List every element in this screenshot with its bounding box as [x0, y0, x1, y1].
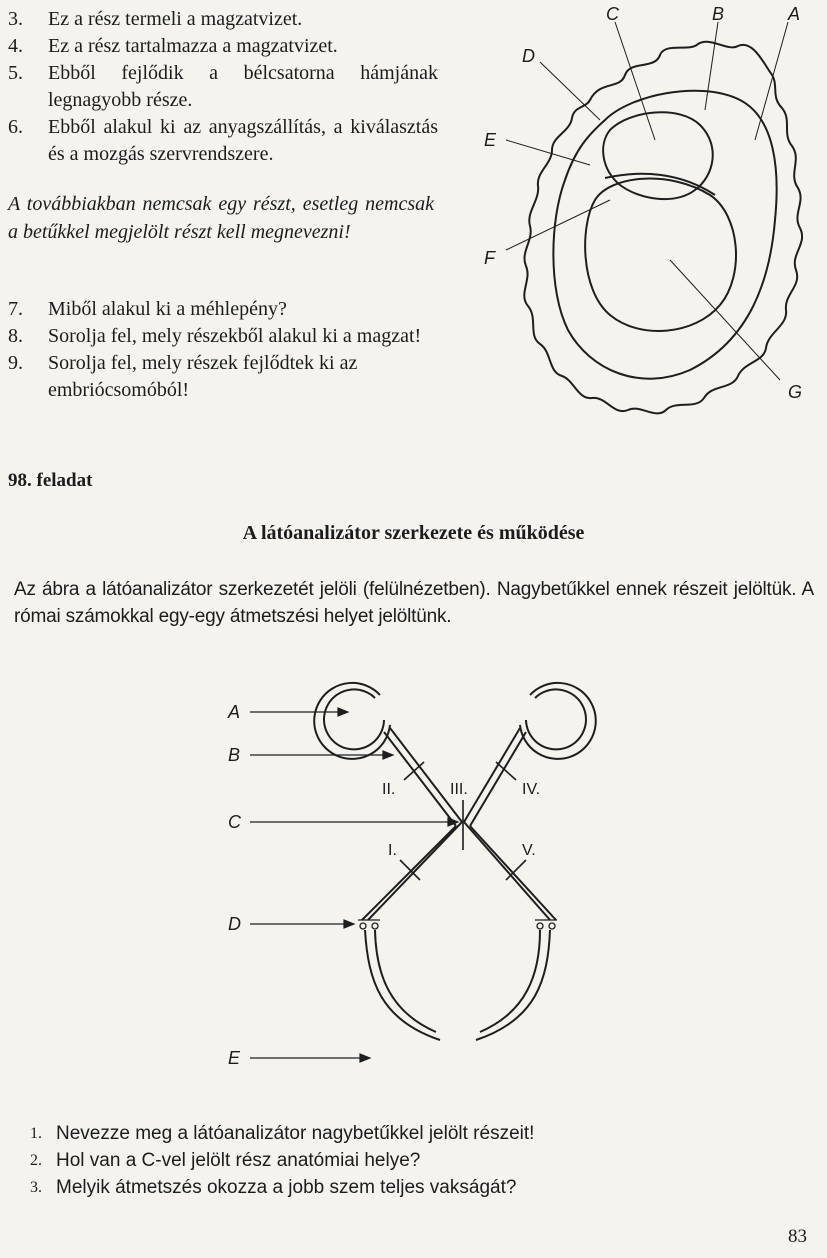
list-item: [8, 60, 438, 114]
list-item: [8, 296, 438, 323]
question-number: 3.: [30, 1179, 42, 1196]
embryo-label-a: A: [788, 4, 801, 24]
question-text: Sorolja fel, mely részekből alakul ki a magzat!: [48, 325, 422, 347]
roman-label-3: III.: [450, 781, 468, 798]
question-number: 7.: [8, 298, 23, 320]
right-geniculate-body-2: [549, 923, 555, 929]
embryo-label-c: C: [606, 4, 619, 24]
list-item: [8, 323, 438, 350]
left-eyeball: [314, 683, 390, 759]
embryo-label-d: D: [522, 46, 535, 66]
left-optic-nerve: [390, 728, 462, 822]
leader-line-a: [755, 22, 788, 140]
arrow-d-head: [344, 920, 354, 928]
left-optic-tract-2: [362, 826, 456, 920]
intro-paragraph: Az ábra a látóanalizátor szerkezetét jelöli (felülnézetben). Nagybetűkkel ennek részeit jelöltük. A római számokkal egy-egy átmetszési helyet jelöltünk.: [14, 579, 814, 627]
embryo-label-f: F: [484, 248, 495, 268]
left-geniculate-body-1: [360, 923, 366, 929]
visual-label-a: A: [228, 702, 241, 722]
list-item: [30, 1174, 630, 1201]
left-optic-nerve-2: [384, 732, 456, 826]
list-item: [30, 1147, 630, 1174]
list-item: [8, 6, 438, 33]
question-number: 5.: [8, 62, 23, 84]
question-text: Ez a rész tartalmazza a magzatvizet.: [48, 35, 338, 57]
embryo-followup-list: [8, 296, 438, 404]
roman-label-2: II.: [382, 781, 396, 798]
list-item: [8, 33, 438, 60]
embryo-label-e: E: [484, 130, 497, 150]
visual-label-e: E: [228, 1048, 241, 1068]
section-title: A látóanalizátor szerkezete és működése: [242, 522, 585, 544]
cut-mark-2: [404, 762, 424, 780]
germ-disc: [605, 174, 715, 195]
right-eyeball-inner: [526, 689, 586, 749]
question-text: Ebből alakul ki az anyagszállítás, a kiválasztás és a mozgás szervrendszere.: [48, 116, 438, 165]
roman-label-1: I.: [388, 842, 397, 859]
right-eyeball: [520, 683, 596, 759]
embryo-label-b: B: [712, 4, 725, 24]
list-item: [8, 114, 438, 168]
outer-villous-wall: [524, 42, 802, 414]
page-number: 83: [788, 1226, 807, 1247]
instruction-note: A továbbiakban nemcsak egy részt, esetleg nemcsak a betűkkel megjelölt részt kell megnevezni!: [8, 193, 434, 243]
embryo-question-list: [8, 6, 438, 168]
question-number: 3.: [8, 8, 23, 30]
inner-chorion-wall: [553, 91, 776, 379]
right-optic-nerve-2: [470, 732, 526, 826]
visual-label-c: C: [228, 812, 241, 832]
question-text: Miből alakul ki a méhlepény?: [48, 298, 287, 320]
roman-label-5: V.: [522, 842, 536, 859]
embryo-diagram: [470, 0, 820, 420]
question-text: Hol van a C-vel jelölt rész anatómiai helye?: [56, 1150, 421, 1171]
embryo-label-g: G: [788, 382, 803, 402]
question-text: Ebből fejlődik a bélcsatorna hámjának legnagyobb része.: [48, 62, 438, 111]
question-number: 2.: [30, 1152, 42, 1169]
amnion-cavity: [603, 112, 713, 199]
arrow-b-head: [383, 751, 393, 759]
question-number: 4.: [8, 35, 23, 57]
question-text: Melyik átmetszés okozza a jobb szem teljes vakságát?: [56, 1177, 517, 1198]
visual-question-list: [30, 1120, 630, 1201]
leader-line-d: [540, 62, 600, 120]
roman-label-4: IV.: [522, 781, 541, 798]
left-optic-tract: [368, 822, 462, 920]
right-optic-tract: [464, 822, 550, 920]
left-optic-radiation-2: [375, 930, 436, 1032]
question-number: 8.: [8, 325, 23, 347]
question-number: 1.: [30, 1125, 42, 1142]
visual-label-b: B: [228, 745, 241, 765]
question-text: Nevezze meg a látóanalizátor nagybetűkkel jelölt részeit!: [56, 1123, 535, 1144]
right-geniculate-body-1: [537, 923, 543, 929]
arrow-c-head: [448, 818, 458, 826]
arrow-e-head: [360, 1054, 370, 1062]
list-item: [8, 350, 438, 404]
list-item: [30, 1120, 630, 1147]
visual-pathway-diagram: [200, 650, 620, 1080]
leader-line-b: [705, 22, 718, 110]
right-optic-radiation-2: [480, 930, 540, 1032]
left-eyeball-inner: [324, 689, 384, 749]
question-number: 9.: [8, 352, 23, 374]
question-text: Ez a rész termeli a magzatvizet.: [48, 8, 303, 30]
question-number: 6.: [8, 116, 23, 138]
visual-label-d: D: [228, 914, 241, 934]
task-number: 98. feladat: [8, 470, 93, 491]
arrow-a-head: [338, 708, 348, 716]
question-text: Sorolja fel, mely részek fejlődtek ki az embriócsomóból!: [48, 352, 358, 401]
left-geniculate-body-2: [372, 923, 378, 929]
